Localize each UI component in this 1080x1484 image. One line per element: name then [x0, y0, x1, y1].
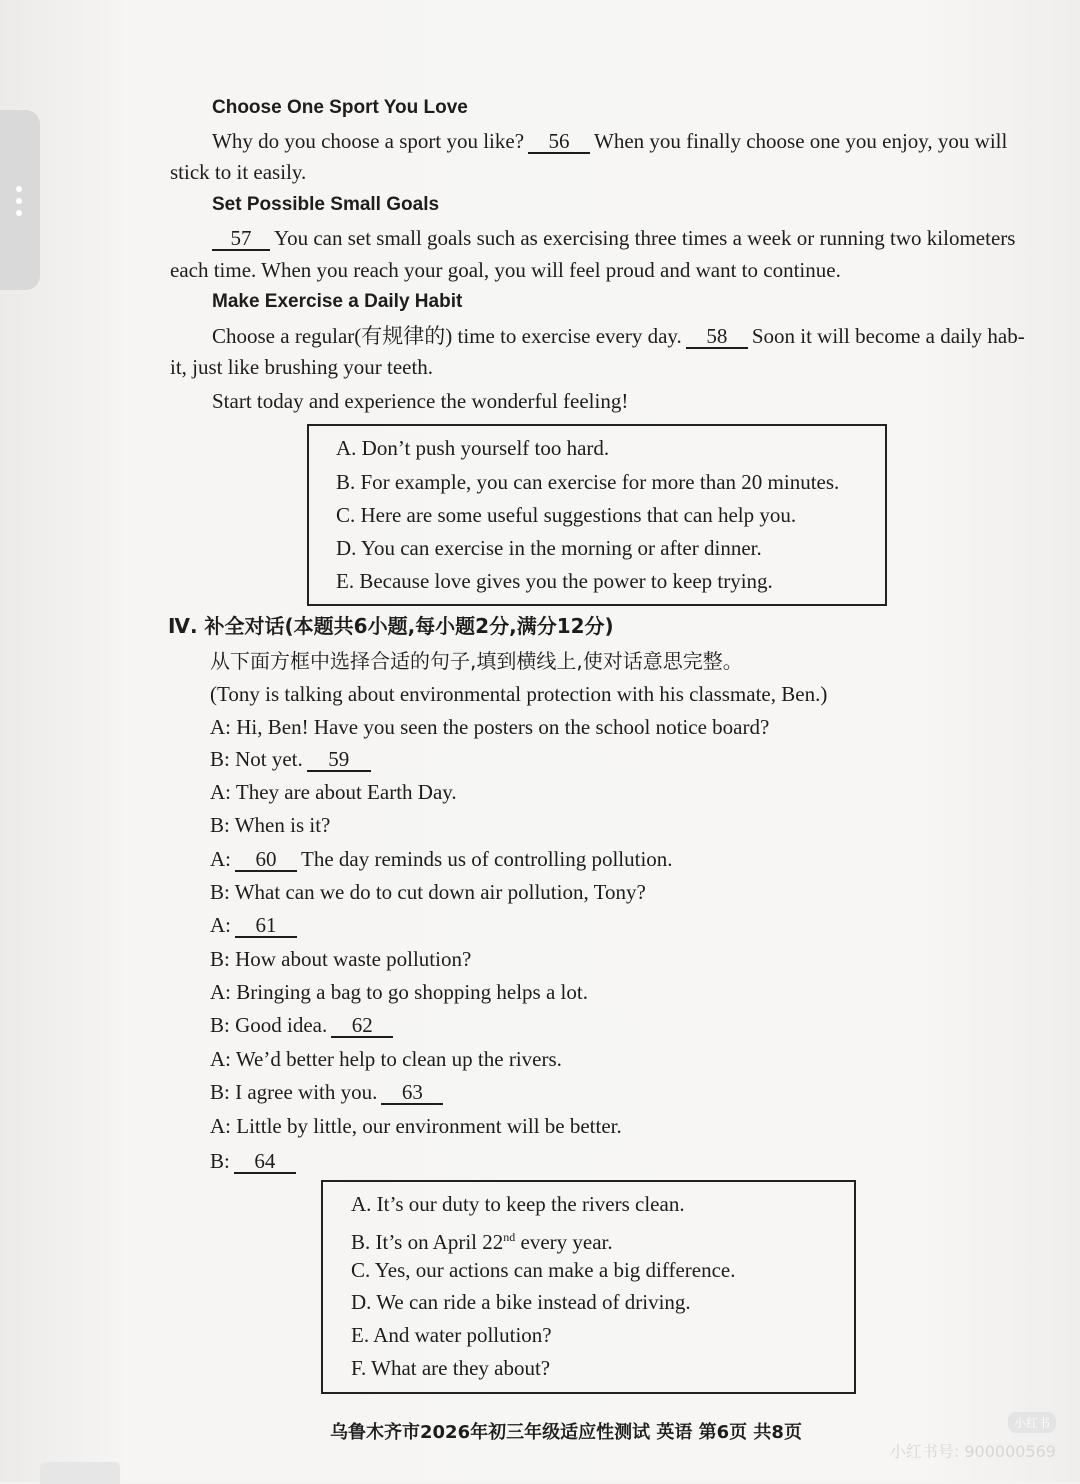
heading-choose-sport: Choose One Sport You Love	[212, 97, 468, 118]
options-box-2	[321, 1180, 856, 1394]
handle-dot	[16, 198, 22, 204]
d7-speaker: A:	[210, 913, 231, 937]
paragraph-2	[212, 224, 1015, 252]
options-box-1	[307, 424, 887, 606]
dialogue-line-6: B: What can we do to cut down air pollution, Tony?	[210, 880, 646, 904]
blank-62[interactable]: 62	[331, 1014, 393, 1038]
d5-text: The day reminds us of controlling pollution.	[301, 847, 673, 871]
dialogue-option-e: E. And water pollution?	[351, 1323, 552, 1347]
option-b: B. For example, you can exercise for more than 20 minutes.	[336, 470, 840, 494]
p3-text-after: Soon it will become a daily hab-	[751, 324, 1025, 348]
paragraph-1-line2: stick to it easily.	[170, 160, 307, 184]
bottom-tab-chip[interactable]	[40, 1462, 120, 1484]
d14-speaker: B:	[210, 1149, 230, 1173]
blank-57[interactable]: 57	[212, 227, 270, 251]
p3-text: Choose a regular(有规律的) time to exercise every day.	[212, 324, 682, 348]
dialogue-line-11: A: We’d better help to clean up the rivers.	[210, 1047, 562, 1071]
dialogue-line-1: A: Hi, Ben! Have you seen the posters on the school notice board?	[210, 715, 770, 739]
side-panel-handle[interactable]	[0, 110, 40, 290]
p1-text: Why do you choose a sport you like?	[212, 129, 525, 153]
option-b-text: B. It’s on April 22	[351, 1230, 504, 1254]
option-e: E. Because love gives you the power to keep trying.	[336, 569, 773, 593]
dialogue-option-f: F. What are they about?	[351, 1356, 551, 1380]
p2-text: You can set small goals such as exercising three times a week or running two kilometers	[274, 226, 1016, 250]
dialogue-line-9: A: Bringing a bag to go shopping helps a lot.	[210, 980, 588, 1004]
dialogue-line-10	[210, 1011, 397, 1039]
dialogue-context: (Tony is talking about environmental protection with his classmate, Ben.)	[210, 682, 828, 706]
dialogue-line-13: A: Little by little, our environment will be better.	[210, 1114, 622, 1138]
blank-58[interactable]: 58	[686, 325, 748, 349]
dialogue-line-7	[210, 911, 301, 939]
section-4-instruction: 从下面方框中选择合适的句子,填到横线上,使对话意思完整。	[210, 649, 743, 673]
page-footer: 乌鲁木齐市2026年初三年级适应性测试 英语 第6页 共8页	[330, 1422, 802, 1443]
dialogue-line-14	[210, 1147, 300, 1175]
handle-dot	[16, 210, 22, 216]
closing-sentence: Start today and experience the wonderful feeling!	[212, 389, 629, 413]
dialogue-line-8: B: How about waste pollution?	[210, 947, 472, 971]
heading-daily-habit: Make Exercise a Daily Habit	[212, 291, 463, 312]
dialogue-option-a: A. It’s our duty to keep the rivers clean.	[351, 1192, 685, 1216]
dialogue-line-3: A: They are about Earth Day.	[210, 780, 457, 804]
blank-59[interactable]: 59	[307, 748, 371, 772]
blank-64[interactable]: 64	[234, 1150, 296, 1174]
dialogue-option-c: C. Yes, our actions can make a big difference.	[351, 1258, 736, 1282]
d12-text: B: I agree with you.	[210, 1080, 378, 1104]
watermark	[890, 1412, 1056, 1462]
blank-60[interactable]: 60	[235, 848, 297, 872]
dialogue-option-d: D. We can ride a bike instead of driving.	[351, 1290, 691, 1314]
dialogue-line-12	[210, 1078, 447, 1106]
dialogue-line-4: B: When is it?	[210, 813, 331, 837]
blank-63[interactable]: 63	[381, 1081, 443, 1105]
d5-speaker: A:	[210, 847, 231, 871]
dialogue-line-5	[210, 845, 673, 873]
d10-text: B: Good idea.	[210, 1013, 328, 1037]
option-d: D. You can exercise in the morning or after dinner.	[336, 536, 762, 560]
dialogue-line-2	[210, 745, 375, 773]
handle-dot	[16, 186, 22, 192]
option-a: A. Don’t push yourself too hard.	[336, 436, 610, 460]
heading-small-goals: Set Possible Small Goals	[212, 194, 440, 215]
d2-text: B: Not yet.	[210, 747, 303, 771]
option-b-text-after: every year.	[515, 1230, 613, 1254]
dialogue-option-b	[351, 1223, 613, 1256]
blank-56[interactable]: 56	[528, 130, 590, 154]
paragraph-1	[212, 127, 1007, 155]
paragraph-3-line2: it, just like brushing your teeth.	[170, 355, 434, 379]
p1-text-after: When you finally choose one you enjoy, you will	[594, 129, 1008, 153]
paragraph-2-line2: each time. When you reach your goal, you will feel proud and want to continue.	[170, 258, 841, 282]
watermark-id: 小红书号: 900000569	[889, 1442, 1056, 1461]
option-b-sup: nd	[503, 1230, 516, 1244]
section-4-title: Ⅳ. 补全对话(本题共6小题,每小题2分,满分12分)	[168, 614, 614, 638]
option-c: C. Here are some useful suggestions that can help you.	[336, 503, 797, 527]
blank-61[interactable]: 61	[235, 914, 297, 938]
watermark-logo: 小红书	[1008, 1412, 1056, 1433]
paragraph-3	[212, 322, 1025, 350]
